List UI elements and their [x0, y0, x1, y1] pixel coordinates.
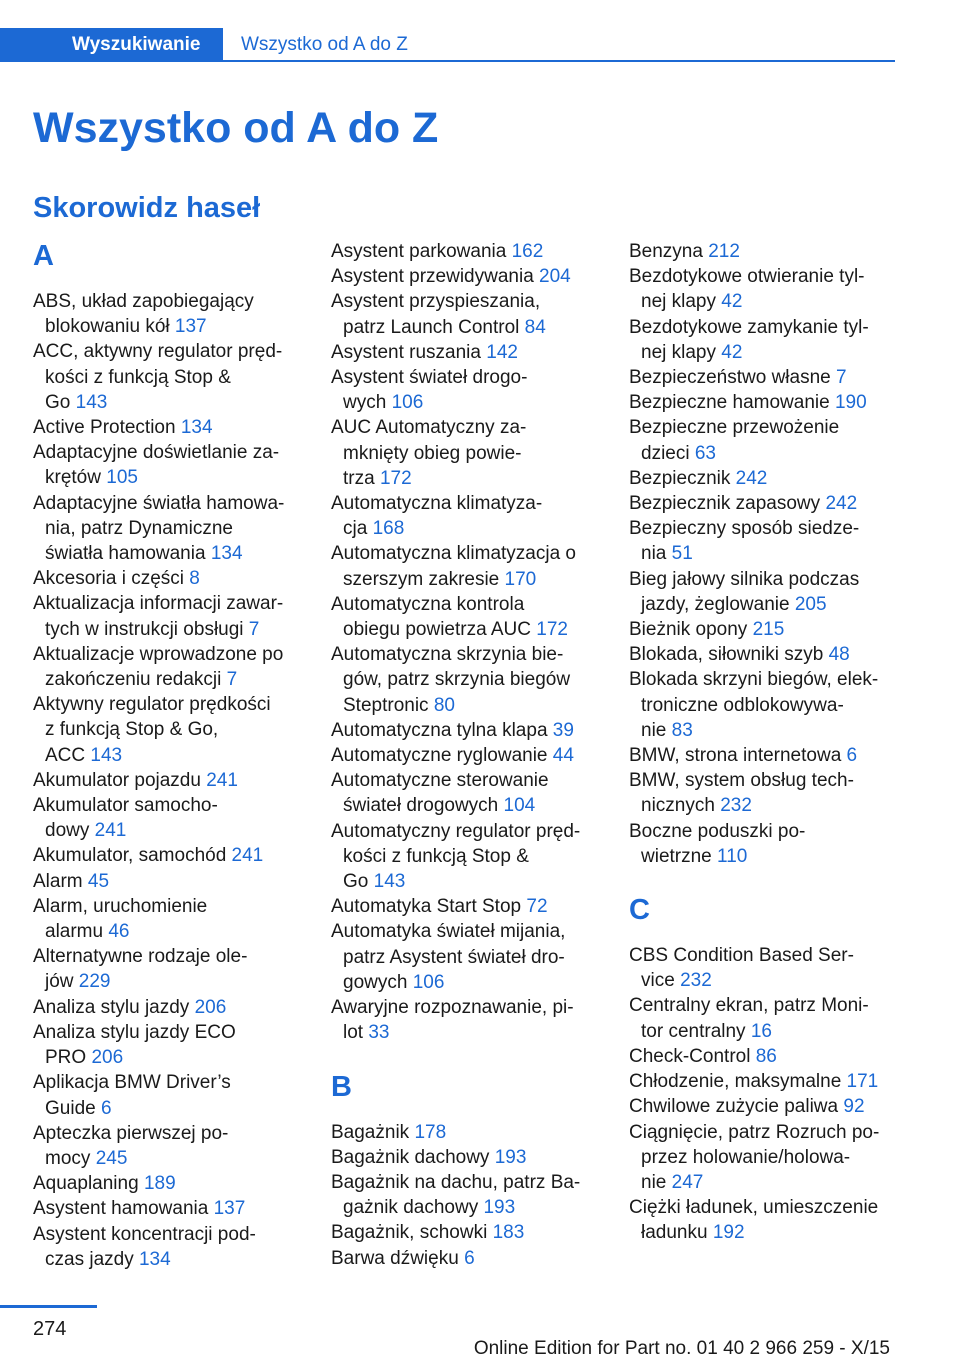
index-page-link[interactable]: 242	[735, 467, 768, 489]
index-entry-text: Adaptacyjne światła hamowa- nia, patrz Dynamiczne światła hamowania	[33, 492, 285, 565]
index-entry	[629, 1069, 909, 1094]
index-entry	[33, 995, 313, 1020]
index-entry-text: Automatyczna kontrola obiegu powietrza AUC	[331, 593, 531, 641]
index-entry-text: Bezpiecznik zapasowy	[629, 493, 826, 515]
index-entry	[33, 1020, 313, 1070]
index-entry	[33, 793, 313, 843]
index-entry	[331, 1120, 611, 1145]
index-page-link[interactable]: 104	[503, 795, 536, 817]
index-entry-text: Akcesoria i części	[33, 568, 190, 590]
index-entry	[331, 365, 611, 415]
index-page-link[interactable]: 46	[108, 921, 130, 943]
index-entry	[629, 617, 909, 642]
index-entry-text: Alarm, uruchomienie alarmu	[33, 895, 208, 943]
index-page-link[interactable]: 143	[373, 871, 406, 893]
index-page-link[interactable]: 92	[843, 1096, 865, 1118]
index-page-link[interactable]: 83	[671, 719, 693, 741]
index-entry-text: Bieg jałowy silnika podczas jazdy, żeglowanie	[629, 568, 860, 615]
index-entry	[629, 1044, 909, 1069]
index-page-link[interactable]: 172	[379, 467, 412, 489]
index-page-link[interactable]: 105	[106, 467, 138, 489]
index-page-link[interactable]: 134	[180, 417, 213, 439]
index-page-link[interactable]: 183	[492, 1222, 525, 1244]
index-entry	[33, 415, 313, 440]
index-page-link[interactable]: 86	[755, 1045, 777, 1067]
index-entry	[331, 264, 611, 289]
index-entry	[331, 743, 611, 768]
index-page-link[interactable]: 6	[100, 1097, 112, 1119]
index-page-link[interactable]: 39	[552, 719, 574, 741]
index-entry-text: Aplikacja BMW Driver’s Guide	[33, 1072, 231, 1119]
index-page-link[interactable]: 45	[87, 870, 110, 892]
page-title: Wszystko od A do Z	[33, 104, 439, 152]
index-page-link[interactable]: 8	[189, 568, 200, 590]
index-entry	[33, 1196, 313, 1221]
index-entry	[331, 1145, 611, 1170]
index-entry	[33, 1121, 313, 1171]
index-entry	[33, 692, 313, 768]
index-entry	[331, 340, 611, 365]
index-entry	[331, 995, 611, 1045]
index-entry-text: Automatyczne sterowanie świateł drogowych	[331, 770, 549, 817]
index-page-link[interactable]: 215	[752, 619, 785, 641]
index-page-link[interactable]: 110	[717, 845, 748, 867]
index-page-link[interactable]: 33	[368, 1022, 390, 1044]
index-entry-text: Active Protection	[33, 417, 181, 439]
index-entry-text: Akumulator, samochód	[33, 845, 232, 867]
index-entry	[629, 993, 909, 1043]
index-entry	[331, 592, 611, 642]
index-entry-text: Bezpieczeństwo własne	[629, 367, 836, 389]
index-entry-text: Benzyna	[629, 241, 709, 262]
index-entry-text: Chwilowe zużycie paliwa	[629, 1096, 844, 1118]
index-page-link[interactable]: 247	[671, 1171, 704, 1193]
index-entry	[629, 516, 909, 566]
index-entry-text: Boczne poduszki po- wietrzne	[629, 820, 806, 867]
index-page-link[interactable]: 172	[536, 619, 568, 641]
index-entry	[629, 415, 909, 465]
index-entry	[331, 491, 611, 541]
index-entry-text: Adaptacyjne doświetlanie za- krętów	[33, 442, 280, 489]
index-entry-text: ACC, aktywny regulator pręd- kości z funkcją Stop & Go	[33, 341, 283, 413]
index-page-link[interactable]: 7	[836, 367, 847, 389]
index-page-link[interactable]: 106	[412, 971, 445, 993]
index-entry-text: Aktywny regulator prędkości z funkcją Stop & Go, ACC	[33, 694, 271, 766]
section-title: Skorowidz haseł	[33, 192, 261, 224]
index-entry	[331, 768, 611, 818]
index-entry	[331, 819, 611, 895]
index-entry-text: Bezdotykowe otwieranie tyl- nej klapy	[629, 266, 865, 313]
index-page-link[interactable]: 170	[504, 568, 537, 590]
index-page-link[interactable]: 134	[138, 1248, 171, 1270]
index-page-link[interactable]: 7	[226, 669, 238, 691]
index-entry-text: Alarm	[33, 870, 88, 892]
index-page-link[interactable]: 206	[194, 996, 227, 1018]
index-entry-text: Bezpieczne przewożenie dzieci	[629, 417, 840, 464]
index-entry-text: Barwa dźwięku	[331, 1247, 465, 1269]
index-entry-text: Asystent koncentracji pod- czas jazdy	[33, 1223, 256, 1270]
index-page-link[interactable]: 232	[720, 795, 752, 817]
index-entry-text: Aktualizacja informacji zawar- tych w instrukcji obsługi	[33, 593, 284, 640]
edition-footer: Online Edition for Part no. 01 40 2 966 259 - X/15	[473, 1338, 890, 1359]
index-page-link[interactable]: 189	[143, 1173, 176, 1195]
index-page-link[interactable]: 42	[721, 291, 743, 313]
index-entry-text: Akumulator samocho- dowy	[33, 795, 218, 842]
index-entry	[33, 566, 313, 591]
index-entry-text: BMW, system obsług tech- nicznych	[629, 770, 854, 817]
index-entry	[331, 718, 611, 743]
index-entry	[331, 642, 611, 718]
index-entry	[33, 440, 313, 490]
index-entry	[33, 591, 313, 641]
index-entry-text: Automatyczna tylna klapa	[331, 719, 553, 741]
index-page-link[interactable]: 142	[486, 341, 518, 363]
index-entry	[629, 264, 909, 314]
index-entry-text: Asystent hamowania	[33, 1198, 214, 1220]
index-page-link[interactable]: 168	[372, 518, 405, 540]
index-entry-text: Ciągnięcie, patrz Rozruch po- przez holowanie/holowa- nie	[629, 1121, 880, 1193]
index-entry	[331, 1220, 611, 1245]
index-page-link[interactable]: 193	[494, 1146, 527, 1168]
index-entry	[629, 239, 909, 264]
index-entry-text: Automatyczna klimatyza- cja	[331, 493, 543, 540]
index-entry	[33, 894, 313, 944]
index-entry	[629, 642, 909, 667]
index-entry	[33, 642, 313, 692]
index-page-link[interactable]: 162	[511, 241, 544, 262]
index-page-link[interactable]: 106	[391, 392, 424, 414]
index-page-link[interactable]: 192	[712, 1222, 745, 1244]
index-entry-text: Apteczka pierwszej po- mocy	[33, 1122, 229, 1169]
index-entry	[629, 1120, 909, 1196]
index-page-link[interactable]: 241	[94, 820, 127, 842]
index-entry-text: Chłodzenie, maksymalne	[629, 1071, 847, 1093]
index-entry	[331, 415, 611, 491]
index-entry-text: Ciężki ładunek, umieszczenie ładunku	[629, 1197, 879, 1244]
index-entry	[629, 365, 909, 390]
index-entry-text: Asystent świateł drogo- wych	[331, 367, 528, 414]
index-entry-text: Bieżnik opony	[629, 619, 753, 641]
index-entry	[331, 289, 611, 339]
index-page-link[interactable]: 178	[414, 1121, 447, 1143]
index-entry-text: Check-Control	[629, 1045, 756, 1067]
index-entry	[629, 667, 909, 743]
index-entry-text: Blokada skrzyni biegów, elek- troniczne odblokowywa- nie	[629, 669, 879, 741]
index-column-1	[33, 239, 313, 1272]
index-page-link[interactable]: 242	[825, 493, 858, 515]
index-entry-text: Bagażnik na dachu, patrz Ba- gażnik dachowy	[331, 1171, 581, 1219]
index-entry	[629, 491, 909, 516]
index-page-link[interactable]: 84	[524, 316, 546, 338]
index-column-3	[629, 239, 909, 1246]
index-page-link[interactable]: 143	[90, 744, 123, 766]
index-entry-text: Automatyczny regulator pręd- kości z funkcją Stop & Go	[331, 820, 581, 893]
index-page-link[interactable]: 193	[483, 1197, 516, 1219]
index-entry-text: Analiza stylu jazdy	[33, 996, 195, 1018]
index-entry-text: Akumulator pojazdu	[33, 769, 207, 791]
index-page-link[interactable]: 232	[680, 970, 712, 992]
index-entry	[33, 1222, 313, 1272]
index-page-link[interactable]: 206	[91, 1047, 124, 1069]
index-page-link[interactable]: 137	[213, 1198, 246, 1220]
index-entry-text: Analiza stylu jazdy ECO PRO	[33, 1021, 236, 1069]
index-page-link[interactable]: 212	[708, 241, 740, 262]
index-page-link[interactable]: 42	[721, 341, 743, 363]
index-page-link[interactable]: 204	[539, 266, 571, 288]
index-page-link[interactable]: 6	[464, 1247, 475, 1269]
index-page-link[interactable]: 241	[231, 845, 264, 867]
index-entry-text: Asystent ruszania	[331, 341, 487, 363]
index-entry-text: Asystent przewidywania	[331, 266, 540, 288]
index-entry-text: Asystent parkowania	[331, 241, 512, 262]
index-page-link[interactable]: 241	[206, 769, 238, 791]
index-page-link[interactable]: 16	[750, 1020, 772, 1042]
index-entry	[629, 819, 909, 869]
breadcrumb[interactable]: Wszystko od A do Z	[241, 34, 408, 55]
index-entry	[33, 491, 313, 567]
index-entry-text: Automatyczna skrzynia bie- gów, patrz skrzynia biegów Steptronic	[331, 644, 571, 716]
index-page-link[interactable]: 190	[834, 392, 867, 414]
index-entry-text: Bagażnik dachowy	[331, 1146, 495, 1168]
index-entry-text: Asystent przyspieszania, patrz Launch Control	[331, 291, 541, 338]
index-letter-heading: C	[629, 894, 650, 927]
index-entry-text: BMW, strona internetowa	[629, 745, 847, 767]
index-entry	[331, 894, 611, 919]
index-entry-text: Alternatywne rodzaje ole- jów	[33, 946, 248, 993]
index-page-link[interactable]: 7	[248, 618, 260, 640]
index-entry-text: Bagażnik	[331, 1121, 415, 1143]
index-entry	[33, 339, 313, 415]
index-entry	[33, 768, 313, 793]
index-page-link[interactable]: 229	[78, 971, 111, 993]
index-entry-text: Bagażnik, schowki	[331, 1222, 493, 1244]
index-entry	[331, 1170, 611, 1220]
index-entry-text: ABS, układ zapobiegający blokowaniu kół	[33, 291, 254, 338]
index-entry	[629, 1094, 909, 1119]
index-page-link[interactable]: 134	[210, 543, 243, 565]
index-column-2	[331, 239, 611, 1271]
index-page-link[interactable]: 245	[95, 1147, 128, 1169]
index-entry-text: CBS Condition Based Ser- vice	[629, 945, 854, 992]
index-entry-text: Automatyka świateł mijania, patrz Asystent świateł dro- gowych	[331, 921, 566, 993]
index-entry	[33, 843, 313, 868]
index-entry	[629, 768, 909, 818]
index-entry	[331, 1246, 611, 1271]
index-entry-text: Automatyka Start Stop	[331, 896, 527, 918]
index-page-link[interactable]: 44	[552, 745, 574, 767]
index-entry-text: Awaryjne rozpoznawanie, pi- lot	[331, 997, 574, 1044]
page-number: 274	[33, 1318, 67, 1340]
index-page-link[interactable]: 205	[794, 593, 827, 615]
index-entry	[629, 1195, 909, 1245]
index-entry	[629, 943, 909, 993]
index-entry-text: Automatyczne ryglowanie	[331, 745, 553, 767]
index-page-link[interactable]: 6	[846, 745, 858, 767]
index-entry-text: Bezdotykowe zamykanie tyl- nej klapy	[629, 316, 869, 363]
index-letter-heading: A	[33, 240, 54, 272]
index-entry	[331, 919, 611, 995]
index-entry-text: Centralny ekran, patrz Moni- tor centralny	[629, 995, 869, 1042]
index-letter-heading: B	[331, 1070, 352, 1103]
index-entry	[629, 567, 909, 617]
index-entry-text: Bezpiecznik	[629, 467, 736, 489]
index-page-link[interactable]: 72	[526, 896, 548, 918]
index-entry-text: Aktualizacje wprowadzone po zakończeniu redakcji	[33, 643, 284, 691]
index-entry-text: Automatyczna klimatyzacja o szerszym zakresie	[331, 543, 576, 590]
index-entry-text: Bezpieczne hamowanie	[629, 392, 835, 414]
index-page-link[interactable]: 143	[75, 391, 108, 413]
index-entry-text: Blokada, siłowniki szyb	[629, 644, 829, 666]
index-page-link[interactable]: 80	[433, 694, 455, 716]
index-page-link[interactable]: 171	[846, 1071, 879, 1093]
index-entry	[33, 1070, 313, 1120]
index-entry	[33, 869, 313, 894]
index-entry	[33, 944, 313, 994]
index-page-link[interactable]: 51	[671, 543, 693, 565]
index-entry	[33, 289, 313, 339]
index-entry	[629, 743, 909, 768]
index-entry-text: AUC Automatyczny za- mknięty obieg powie- trza	[331, 417, 527, 489]
index-entry-text: Bezpieczny sposób siedze- nia	[629, 518, 860, 565]
header-tab-bar	[0, 28, 895, 62]
index-page-link[interactable]: 48	[828, 644, 850, 666]
tab-search[interactable]: Wyszukiwanie	[0, 28, 223, 62]
index-entry	[629, 390, 909, 415]
index-page-link[interactable]: 137	[174, 316, 207, 338]
index-entry	[331, 239, 611, 264]
index-entry	[331, 541, 611, 591]
page-number-bar	[0, 1305, 97, 1308]
index-entry-text: Aquaplaning	[33, 1173, 144, 1195]
index-page-link[interactable]: 63	[694, 442, 716, 464]
index-entry	[629, 315, 909, 365]
index-entry	[33, 1171, 313, 1196]
index-entry	[629, 466, 909, 491]
